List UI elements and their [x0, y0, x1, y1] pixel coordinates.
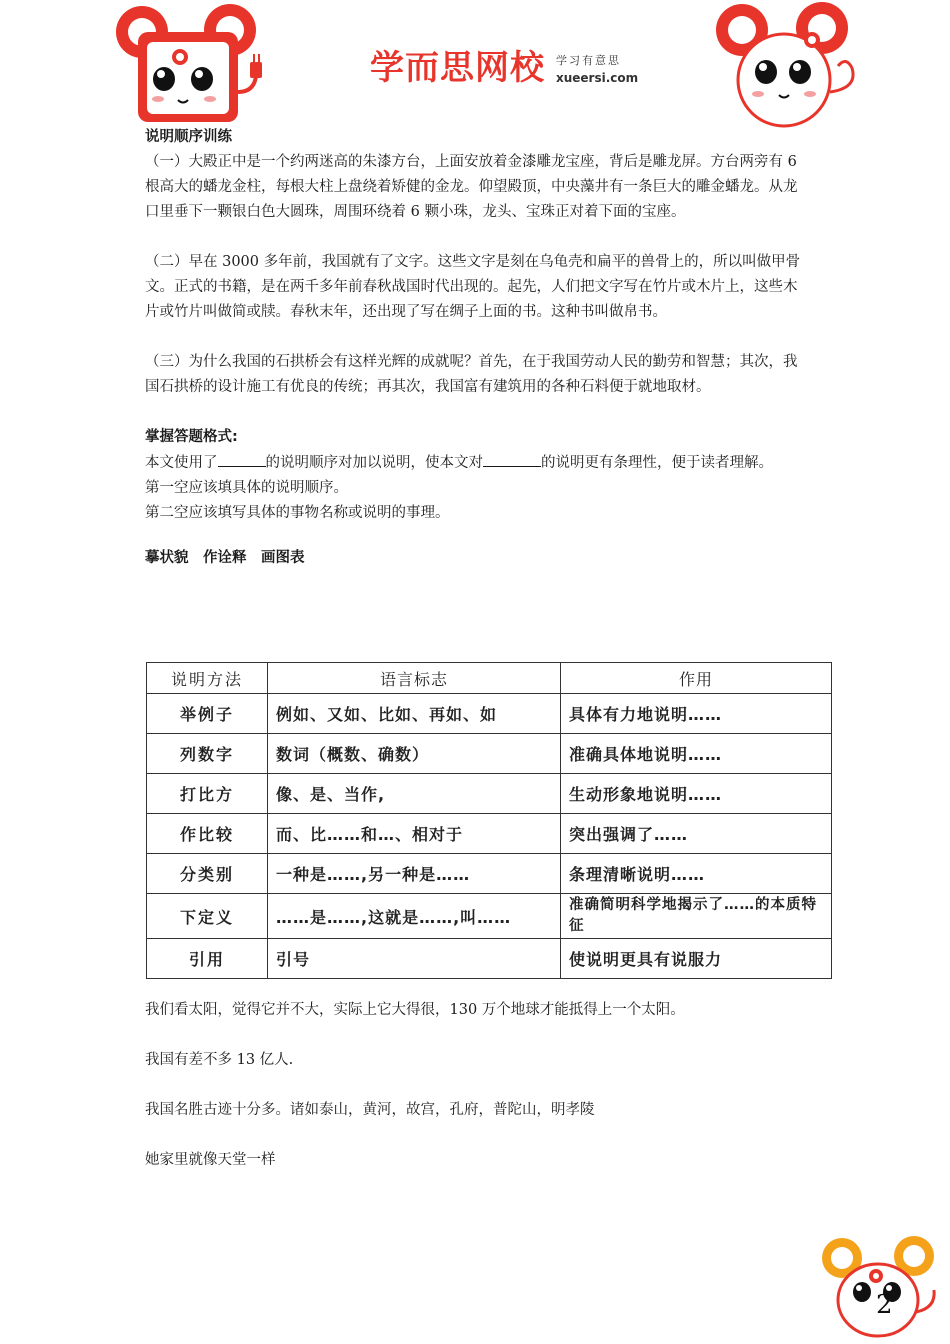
table-row [147, 939, 832, 979]
example-sentence-3: 我国名胜古迹十分多。诸如泰山，黄河，故宫，孔府，普陀山，明孝陵 [145, 1102, 595, 1118]
markers-cell: 像、是、当作, [268, 774, 561, 814]
brand-logo [370, 46, 660, 90]
table-row [147, 894, 832, 939]
example-sentence-2: 我国有差不多 13 亿人. [145, 1052, 294, 1068]
brand-name: 学而思网校 [370, 48, 545, 88]
format-template [145, 450, 810, 476]
effect-cell: 具体有力地说明…… [561, 694, 832, 734]
markers-cell: 数词（概数、确数） [268, 734, 561, 774]
effect-cell: 准确具体地说明…… [561, 734, 832, 774]
table-header-row [147, 663, 832, 694]
effect-cell: 使说明更具有说服力 [561, 939, 832, 979]
effect-cell: 生动形象地说明…… [561, 774, 832, 814]
example-sentences [145, 998, 810, 1198]
format-template-part1: 本文使用了 [145, 455, 218, 471]
method-cell: 举例子 [147, 694, 268, 734]
brand-url: xueersi.com [556, 71, 639, 85]
example-sentence-1: 我们看太阳，觉得它并不大，实际上它大得很，130 万个地球才能抵得上一个太阳。 [145, 1002, 685, 1018]
markers-cell: 引号 [268, 939, 561, 979]
explanation-methods-table [146, 662, 832, 979]
method-cell: 下定义 [147, 894, 268, 939]
markers-cell: 一种是……,另一种是…… [268, 854, 561, 894]
format-template-part2: 的说明顺序对加以说明，使本文对 [265, 455, 483, 471]
table-row [147, 734, 832, 774]
header-method: 说明方法 [147, 663, 268, 694]
brand-slogan: 学习有意思 [556, 54, 621, 67]
method-cell: 分类别 [147, 854, 268, 894]
table-title: 摹状貌 作诠释 画图表 [145, 550, 305, 566]
effect-cell: 突出强调了…… [561, 814, 832, 854]
method-cell: 打比方 [147, 774, 268, 814]
answer-blank-2[interactable] [483, 450, 541, 467]
header-markers: 语言标志 [268, 663, 561, 694]
markers-cell: 而、比……和…、相对于 [268, 814, 561, 854]
markers-cell: ……是……,这就是……,叫…… [268, 894, 561, 939]
passage-3: （三）为什么我国的石拱桥会有这样光辉的成就呢？首先，在于我国劳动人民的勤劳和智慧；其次，我国石拱桥的设计施工有优良的传统；再其次，我国富有建筑用的各种石料便于就地取材。 [145, 354, 798, 395]
method-cell: 列数字 [147, 734, 268, 774]
passage-2: （二）早在 3000 多年前，我国就有了文字。这些文字是刻在乌龟壳和扁平的兽骨上的，所以叫做甲骨文。正式的书籍，是在两千多年前春秋战国时代出现的。起先，人们把文字写在竹片或木片上，这些木片或竹片叫做简或牍。春秋末年，还出现了写在绸子上面的书。这种书叫做帛书。 [145, 254, 801, 320]
effect-cell: 条理清晰说明…… [561, 854, 832, 894]
method-cell: 作比较 [147, 814, 268, 854]
table-row [147, 854, 832, 894]
format-title: 掌握答题格式: [145, 429, 238, 445]
header-effect: 作用 [561, 663, 832, 694]
section-title: 说明顺序训练 [145, 129, 232, 145]
format-note-2: 第二空应该填写具体的事物名称或说明的事理。 [145, 505, 450, 521]
page-number: 2 [876, 1290, 893, 1320]
method-cell: 引用 [147, 939, 268, 979]
markers-cell: 例如、又如、比如、再如、如 [268, 694, 561, 734]
table-row [147, 774, 832, 814]
document-body [145, 125, 810, 571]
page-header [0, 0, 950, 130]
example-sentence-4: 她家里就像天堂一样 [145, 1152, 276, 1168]
effect-cell: 准确简明科学地揭示了……的本质特征 [561, 894, 832, 939]
table-row [147, 694, 832, 734]
mascot-right-icon [712, 0, 867, 130]
passage-1: （一）大殿正中是一个约两迷高的朱漆方台，上面安放着金漆雕龙宝座，背后是雕龙屏。方台两旁有 6 根高大的蟠龙金柱，每根大柱上盘绕着矫健的金龙。仰望殿顶，中央藻井有一条巨大的雕金蟠龙。从龙口里垂下一颗银白色大圆珠，周围环绕着 6 颗小珠，龙头、宝珠正对着下面的宝座。 [145, 154, 798, 220]
answer-blank-1[interactable] [218, 450, 266, 467]
format-template-part3: 的说明更有条理性，便于读者理解。 [541, 455, 773, 471]
mascot-left-icon [112, 2, 277, 127]
table-row [147, 814, 832, 854]
format-note-1: 第一空应该填具体的说明顺序。 [145, 480, 348, 496]
mascot-footer-icon [818, 1232, 948, 1340]
